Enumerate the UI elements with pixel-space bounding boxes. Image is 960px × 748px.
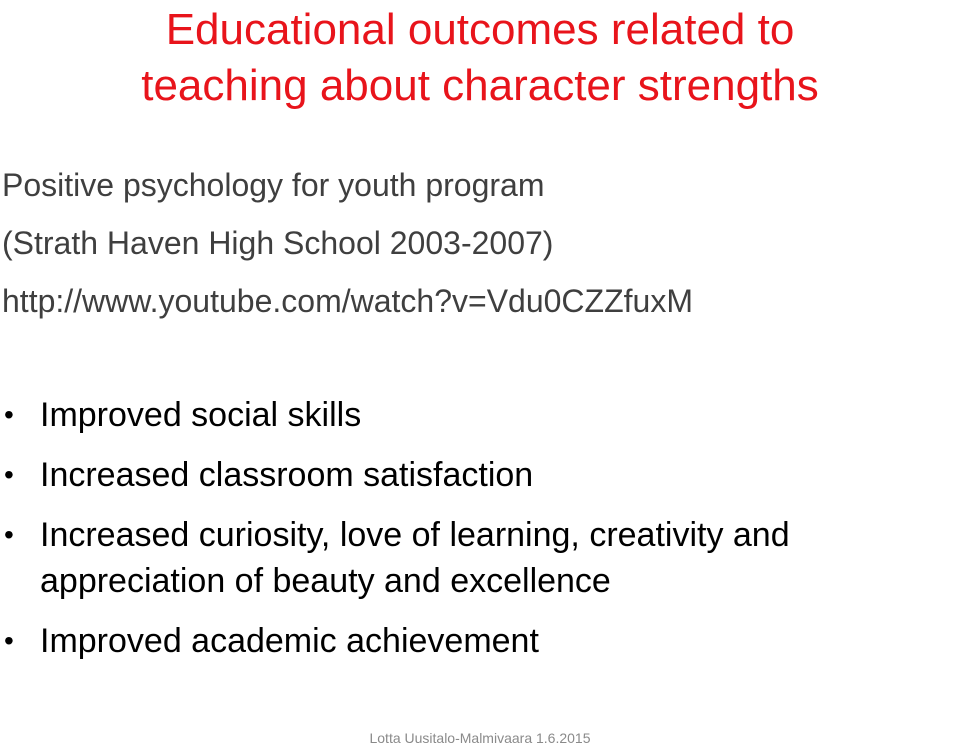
outcomes-list: [0, 392, 958, 678]
list-item: [0, 618, 958, 664]
outcome-text: Increased curiosity, love of learning, creativity and appreciation of beauty and excellence: [40, 516, 790, 600]
bullet-icon: •: [4, 625, 14, 656]
slide-title-line-2: teaching about character strengths: [141, 61, 819, 110]
program-info: [2, 156, 942, 330]
program-school: (Strath Haven High School 2003-2007): [2, 225, 554, 261]
slide-title: [0, 0, 960, 114]
bullet-icon: •: [4, 399, 14, 430]
slide-footer: [0, 728, 960, 748]
slide-title-line-1: Educational outcomes related to: [165, 5, 795, 54]
list-item: [0, 512, 958, 604]
list-item: [0, 392, 958, 438]
outcome-text: Improved academic achievement: [40, 622, 539, 660]
outcome-text: Increased classroom satisfaction: [40, 456, 534, 494]
program-name: Positive psychology for youth program: [2, 167, 545, 203]
outcome-text: Improved social skills: [40, 396, 362, 434]
list-item: [0, 452, 958, 498]
bullet-icon: •: [4, 519, 14, 550]
bullet-icon: •: [4, 459, 14, 490]
program-video-link[interactable]: http://www.youtube.com/watch?v=Vdu0CZZfuxM: [2, 283, 693, 319]
footer-author-date: Lotta Uusitalo-Malmivaara 1.6.2015: [369, 730, 591, 746]
